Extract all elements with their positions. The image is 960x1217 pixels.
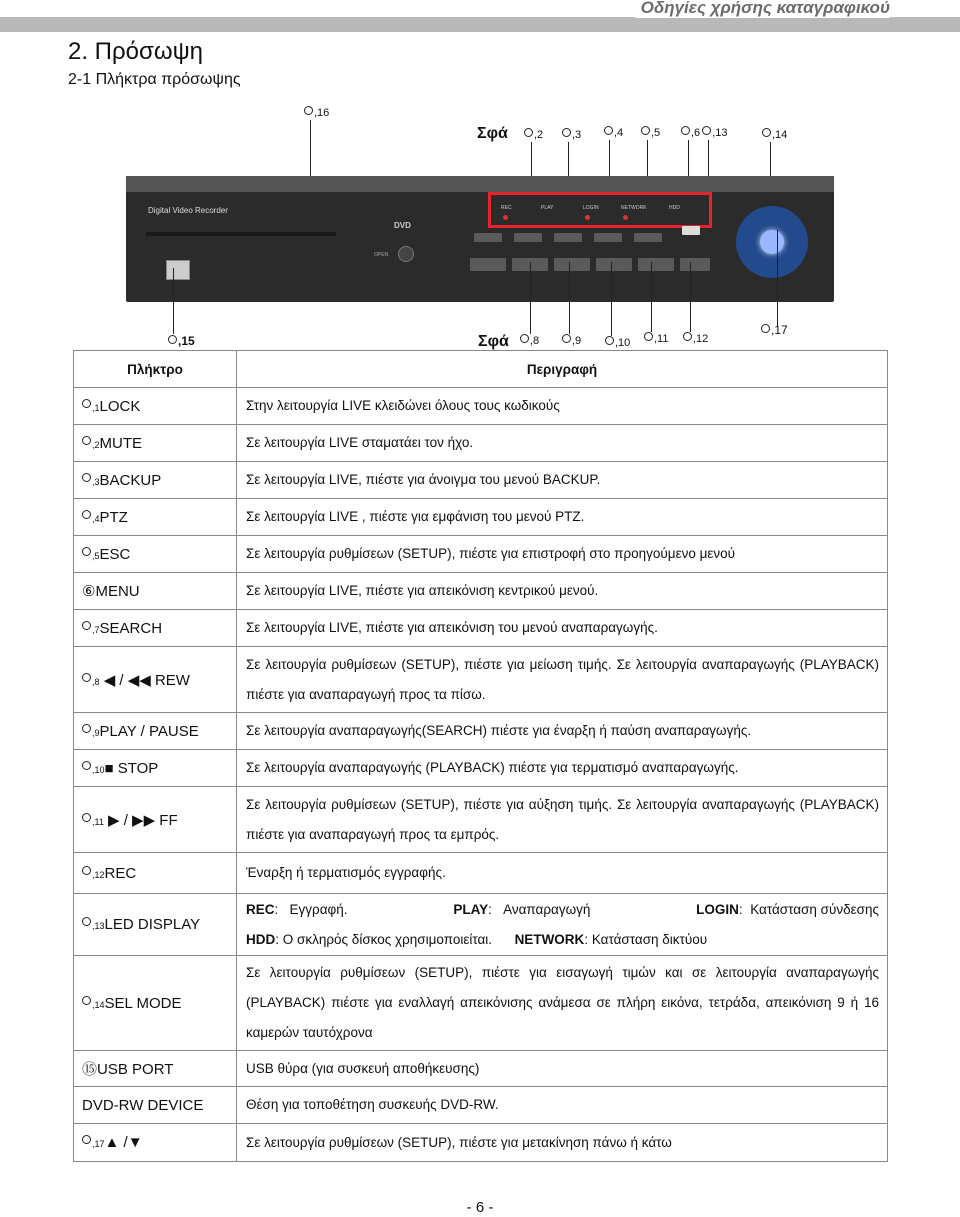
key-cell: DVD-RW DEVICE — [74, 1087, 237, 1124]
key-cell: ,4PTZ — [74, 499, 237, 536]
description-cell: Σε λειτουργία ρυθμίσεων (SETUP), πιέστε για μείωση τιμής. Σε λειτουργία αναπαραγωγής (PLAYBACK) πιέστε για αναπαραγωγή προς τα πίσω. — [237, 647, 888, 713]
table-row — [74, 536, 888, 573]
key-cell: ,12REC — [74, 853, 237, 894]
table-row — [74, 610, 888, 647]
led-play-desc: PLAY: Αναπαραγωγή — [453, 901, 591, 917]
device-button — [596, 258, 632, 271]
nav-center-button — [760, 230, 784, 254]
dvr-front-panel-image — [126, 176, 834, 302]
led-desc-line-2 — [246, 925, 879, 955]
callout-12: ,12 — [683, 332, 708, 345]
section-subtitle: 2-1 Πλήκτρα πρόσωψης — [68, 71, 241, 88]
callout-2: ,2 — [524, 128, 543, 141]
description-cell: Σε λειτουργία ρυθμίσεων (SETUP), πιέστε για εισαγωγή τιμών και σε λειτουργία αναπαραγωγής (PLAYBACK) πιέστε για εναλλαγή απεικόνισης ανάμεσα σε πλήρη εικόνα, τετράδα, απεικόνιση 9 ή 16 καμερών ταυτόχρονα — [237, 956, 888, 1051]
leader-line — [777, 230, 778, 326]
table-row — [74, 1087, 888, 1124]
device-button — [680, 258, 710, 271]
description-cell: Σε λειτουργία LIVE, πιέστε για απεικόνιση του μενού αναπαραγωγής. — [237, 610, 888, 647]
key-cell: ,2MUTE — [74, 425, 237, 462]
key-cell: ,17▲ /▼ — [74, 1124, 237, 1162]
header-bar — [0, 0, 960, 32]
header-title: Οδηγίες χρήσης καταγραφικού — [635, 0, 890, 18]
page-number: - 6 - — [466, 1199, 494, 1216]
description-cell: USB θύρα (για συσκευή αποθήκευσης) — [237, 1051, 888, 1087]
led-indicator — [623, 215, 628, 220]
key-cell: ,11 ▶ / ▶▶ FF — [74, 787, 237, 853]
callout-4: ,4 — [604, 126, 623, 139]
key-cell: ,9PLAY / PAUSE — [74, 713, 237, 750]
table-row — [74, 787, 888, 853]
table-row — [74, 853, 888, 894]
column-header-key: Πλήκτρο — [74, 351, 237, 388]
dvd-slot — [146, 232, 336, 236]
description-cell: Σε λειτουργία LIVE, πιέστε για απεικόνιση κεντρικού μενού. — [237, 573, 888, 610]
key-cell: ,3BACKUP — [74, 462, 237, 499]
led-indicator — [503, 215, 508, 220]
description-cell: Σε λειτουργία ρυθμίσεων (SETUP), πιέστε για αύξηση τιμής. Σε λειτουργία αναπαραγωγής (PLAYBACK) πιέστε για αναπαραγωγή προς τα εμπρός. — [237, 787, 888, 853]
device-button — [514, 233, 542, 242]
table-row — [74, 713, 888, 750]
led-label-rec: REC — [501, 205, 512, 211]
device-brand: Digital Video Recorder — [148, 206, 228, 215]
callout-label-sfa-top: Σφά — [477, 125, 508, 142]
section-title: 2. Πρόσωψη — [68, 38, 204, 65]
keys-table — [73, 350, 888, 1162]
callout-17: ,17 — [761, 323, 788, 337]
led-label-play: PLAY — [541, 205, 554, 211]
header-band — [0, 17, 960, 32]
device-top — [126, 176, 834, 192]
callout-label-sfa-bottom: Σφά — [478, 333, 509, 350]
description-cell: Σε λειτουργία αναπαραγωγής (PLAYBACK) πιέστε για τερματισμό αναπαραγωγής. — [237, 750, 888, 787]
callout-8: ,8 — [520, 334, 539, 347]
key-cell: ⑮USB PORT — [74, 1051, 237, 1087]
key-cell: ⑥MENU — [74, 573, 237, 610]
device-button — [554, 233, 582, 242]
led-label-login: LOGIN — [583, 205, 599, 211]
table-row — [74, 1124, 888, 1162]
callout-11: ,11 — [644, 332, 668, 345]
description-cell: Σε λειτουργία LIVE, πιέστε για άνοιγμα του μενού BACKUP. — [237, 462, 888, 499]
dvd-logo: DVD — [394, 221, 411, 230]
description-cell: Σε λειτουργία LIVE σταματάει τον ήχο. — [237, 425, 888, 462]
callout-16: ,16 — [304, 106, 329, 119]
callout-15: ,15 — [168, 334, 195, 348]
callout-10: ,10 — [605, 336, 630, 349]
description-cell: Έναρξη ή τερματισμός εγγραφής. — [237, 853, 888, 894]
table-row — [74, 647, 888, 713]
description-cell: Σε λειτουργία αναπαραγωγής(SEARCH) πιέστε για έναρξη ή παύση αναπαραγωγής. — [237, 713, 888, 750]
callout-9: ,9 — [562, 334, 581, 347]
led-rec-desc: REC: Εγγραφή. — [246, 901, 348, 917]
key-cell: ,1LOCK — [74, 388, 237, 425]
led-label-hdd: HDD — [669, 205, 680, 211]
description-cell: Θέση για τοποθέτηση συσκευής DVD-RW. — [237, 1087, 888, 1124]
description-cell: Σε λειτουργία LIVE , πιέστε για εμφάνιση του μενού PTZ. — [237, 499, 888, 536]
description-cell: Στην λειτουργία LIVE κλειδώνει όλους τους κωδικούς — [237, 388, 888, 425]
led-login-desc: LOGIN: Κατάσταση σύνδεσης — [696, 901, 879, 917]
leader-line — [173, 268, 174, 334]
leader-line — [530, 262, 531, 334]
device-button — [470, 258, 506, 271]
table-row — [74, 388, 888, 425]
device-button — [634, 233, 662, 242]
device-button — [682, 226, 700, 235]
led-label-network: NETWORK — [621, 205, 647, 211]
key-cell: ,7SEARCH — [74, 610, 237, 647]
open-label: OPEN — [374, 252, 389, 258]
leader-line — [690, 262, 691, 332]
device-button — [594, 233, 622, 242]
leader-line — [651, 262, 652, 332]
led-display-box — [488, 192, 712, 228]
led-hdd-desc: HDD: Ο σκληρός δίσκος χρησιμοποιείται. — [246, 931, 493, 947]
open-button — [398, 246, 414, 262]
callout-5: ,5 — [641, 126, 660, 139]
callout-6: ,6 ,13 — [681, 126, 727, 139]
key-cell: ,5ESC — [74, 536, 237, 573]
device-button — [638, 258, 674, 271]
description-cell: Σε λειτουργία ρυθμίσεων (SETUP), πιέστε για μετακίνηση πάνω ή κάτω — [237, 1124, 888, 1162]
leader-line — [569, 262, 570, 334]
leader-line — [611, 262, 612, 336]
table-row — [74, 750, 888, 787]
table-row — [74, 462, 888, 499]
table-row — [74, 1051, 888, 1087]
key-cell: ,10■ STOP — [74, 750, 237, 787]
led-indicator — [585, 215, 590, 220]
led-description-cell — [237, 894, 888, 956]
table-row — [74, 499, 888, 536]
table-header-row — [74, 351, 888, 388]
column-header-description: Περιγραφή — [237, 351, 888, 388]
callout-14: ,14 — [762, 128, 787, 141]
key-cell: ,8 ◀ / ◀◀ REW — [74, 647, 237, 713]
table-row — [74, 894, 888, 956]
callout-3: ,3 — [562, 128, 581, 141]
table-row — [74, 956, 888, 1051]
table-row — [74, 573, 888, 610]
description-cell: Σε λειτουργία ρυθμίσεων (SETUP), πιέστε για επιστροφή στο προηγούμενο μενού — [237, 536, 888, 573]
device-button — [554, 258, 590, 271]
key-cell: ,13LED DISPLAY — [74, 894, 237, 956]
led-desc-line-1 — [246, 895, 879, 925]
key-cell: ,14SEL MODE — [74, 956, 237, 1051]
leader-line — [310, 120, 311, 176]
led-network-desc: NETWORK: Κατάσταση δικτύου — [514, 931, 708, 947]
device-button — [474, 233, 502, 242]
table-row — [74, 425, 888, 462]
usb-port — [166, 260, 190, 280]
